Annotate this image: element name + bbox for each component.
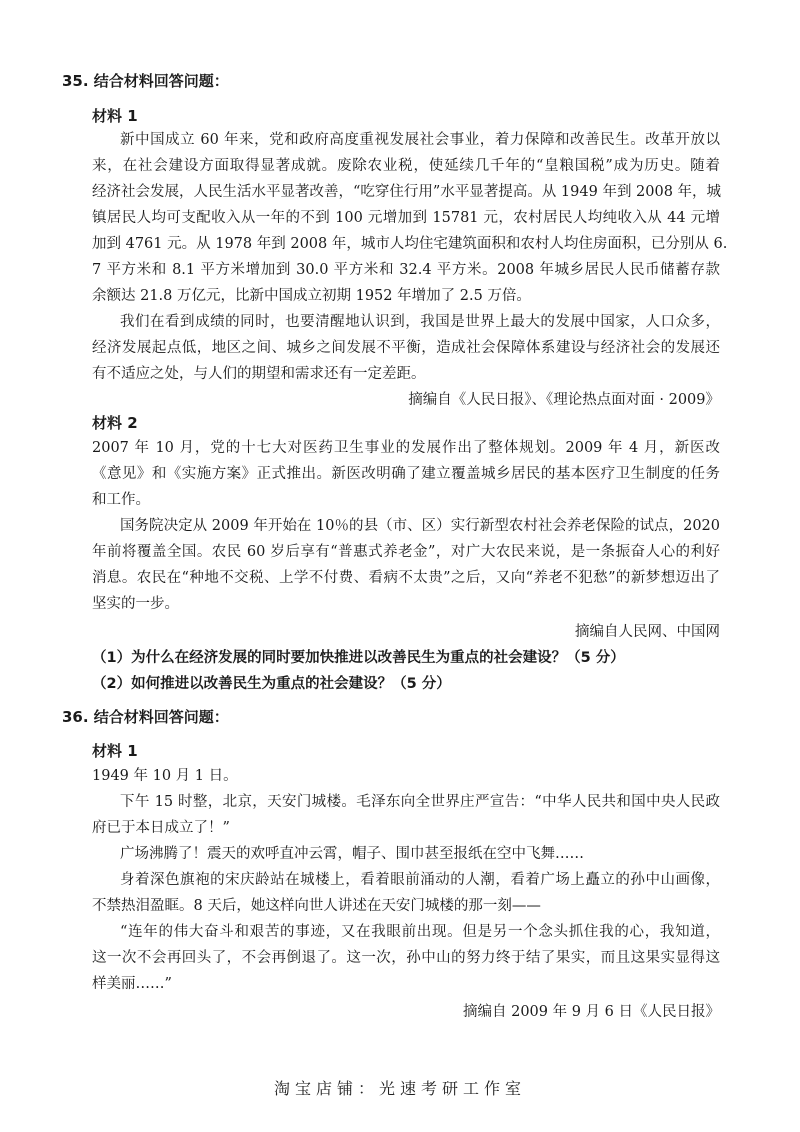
q35-m2-line: 年前将覆盖全国。农民 60 岁后享有“普惠式养老金”，对广大农民来说，是一条振奋人心的利好 <box>92 544 720 560</box>
q35-m2-line: 2007 年 10 月，党的十七大对医药卫生事业的发展作出了整体规划。2009 年 4 月，新医改 <box>92 440 720 456</box>
q36-line: 府已于本日成立了！” <box>92 820 230 836</box>
q36-line: “连年的伟大奋斗和艰苦的事迹，又在我眼前出现。但是另一个念头抓住我的心，我知道， <box>120 924 720 940</box>
q35-m2-line: 消息。农民在“种地不交税、上学不付费、看病不太贵”之后，又向“养老不犯愁”的新梦想迈出了 <box>92 570 720 586</box>
q36-line: 1949 年 10 月 1 日。 <box>92 768 238 784</box>
q35-m1-line: 我们在看到成绩的同时，也要清醒地认识到，我国是世界上最大的发展中国家，人口众多， <box>120 314 720 330</box>
q36-source: 摘编自 2009 年 9 月 6 日《人民日报》 <box>462 1004 720 1020</box>
q35-m2-line: 和工作。 <box>92 492 150 508</box>
q35-m2-line: 坚实的一步。 <box>92 596 179 612</box>
q35-material-2-label: 材料 2 <box>92 414 138 432</box>
q35-m1-line: 有不适应之处，与人们的期望和需求还有一定差距。 <box>92 366 426 382</box>
q35-m2-source: 摘编自人民网、中国网 <box>575 624 720 640</box>
q36-material-1-label: 材料 1 <box>92 742 138 760</box>
q35-material-1-label: 材料 1 <box>92 107 138 125</box>
q35-m1-line: 经济社会发展，人民生活水平显著改善，“吃穿住行用”水平显著提高。从 1949 年到 2008 年，城 <box>92 184 722 200</box>
q36-line: 这一次不会再回头了，不会再倒退了。这一次，孙中山的努力终于结了果实，而且这果实显得这 <box>92 950 720 966</box>
q36-line: 不禁热泪盈眶。8 天后，她这样向世人讲述在天安门城楼的那一刻—— <box>92 898 541 914</box>
question-36-title: 36. 结合材料回答问题： <box>62 708 229 726</box>
q35-subquestion-1: （1）为什么在经济发展的同时要加快推进以改善民生为重点的社会建设？（5 分） <box>92 650 625 666</box>
page-footer: 淘宝店铺：光速考研工作室 <box>273 1079 526 1098</box>
q35-m2-line: 《意见》和《实施方案》正式推出。新医改明确了建立覆盖城乡居民的基本医疗卫生制度的任务 <box>92 466 720 482</box>
q35-m1-source: 摘编自《人民日报》、《理论热点面对面 · 2009》 <box>408 392 720 408</box>
q36-line: 下午 15 时整，北京，天安门城楼。毛泽东向全世界庄严宣告：“中华人民共和国中央人民政 <box>120 794 720 810</box>
q35-subquestion-2: （2）如何推进以改善民生为重点的社会建设？（5 分） <box>92 676 451 692</box>
q35-m1-line: 新中国成立 60 年来，党和政府高度重视发展社会事业，着力保障和改善民生。改革开放以 <box>120 132 720 148</box>
q35-m1-line: 加到 4761 元。从 1978 年到 2008 年，城市人均住宅建筑面积和农村人均住房面积，已分别从 6. <box>92 236 728 252</box>
q36-line: 样美丽……” <box>92 976 172 992</box>
q36-line: 广场沸腾了！震天的欢呼直冲云霄，帽子、围巾甚至报纸在空中飞舞…… <box>120 846 584 862</box>
q35-m1-line: 经济发展起点低，地区之间、城乡之间发展不平衡，造成社会保障体系建设与经济社会的发展还 <box>92 340 720 356</box>
q35-m1-line: 余额达 21.8 万亿元，比新中国成立初期 1952 年增加了 2.5 万倍。 <box>92 288 531 304</box>
q36-line: 身着深色旗袍的宋庆龄站在城楼上，看着眼前涌动的人潮，看着广场上矗立的孙中山画像， <box>120 872 720 888</box>
q35-m1-line: 镇居民人均可支配收入从一年的不到 100 元增加到 15781 元，农村居民人均纯收入从 44 元增 <box>92 210 720 226</box>
q35-m1-line: 7 平方米和 8.1 平方米增加到 30.0 平方米和 32.4 平方米。2008 年城乡居民人民币储蓄存款 <box>92 262 720 278</box>
q35-m2-line: 国务院决定从 2009 年开始在 10％的县（市、区）实行新型农村社会养老保险的试点，2020 <box>120 518 720 534</box>
question-35-title: 35. 结合材料回答问题： <box>62 72 229 90</box>
q35-m1-line: 来，在社会建设方面取得显著成就。废除农业税，使延续几千年的“皇粮国税”成为历史。随着 <box>92 158 720 174</box>
